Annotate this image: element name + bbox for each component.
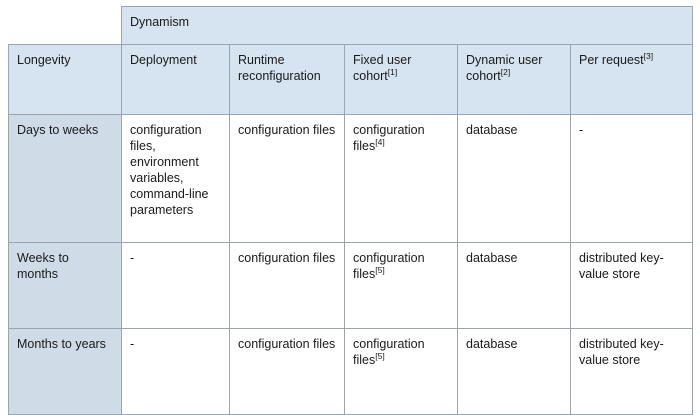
- cell-months-runtime: [230, 329, 345, 415]
- table-row-dynamism-header: [9, 7, 693, 45]
- cell-weeks-fixed-cohort-text: configuration files: [353, 251, 425, 281]
- cell-weeks-fixed-cohort: [345, 243, 458, 329]
- cell-weeks-per-request: [571, 243, 693, 329]
- table-row: [9, 243, 693, 329]
- cell-weeks-runtime: [230, 243, 345, 329]
- row-header-weeks-to-months: Weeks to months: [9, 243, 122, 329]
- column-header-runtime-reconfiguration-label: Runtime reconfiguration: [238, 53, 321, 83]
- table-row-column-headers: [9, 45, 693, 115]
- cell-months-dynamic-cohort-text: database: [466, 337, 518, 351]
- cell-weeks-deployment-text: -: [130, 251, 135, 265]
- column-header-deployment-label: Deployment: [130, 53, 197, 67]
- column-header-per-request-note: [3]: [643, 50, 654, 61]
- cell-days-runtime: [230, 115, 345, 243]
- cell-weeks-dynamic-cohort-text: database: [466, 251, 518, 265]
- cell-months-fixed-cohort: [345, 329, 458, 415]
- column-header-fixed-user-cohort-note: [1]: [387, 66, 398, 77]
- column-header-runtime-reconfiguration: [230, 45, 345, 115]
- cell-days-per-request-text: -: [579, 123, 584, 137]
- cell-weeks-deployment: [122, 243, 230, 329]
- dynamism-longevity-table: [8, 6, 693, 415]
- cell-days-deployment-text: configuration files, environment variables, command-line parameters: [130, 123, 209, 217]
- cell-months-per-request-text: distributed key-value store: [579, 337, 664, 367]
- cell-weeks-fixed-cohort-note: [5]: [375, 264, 385, 275]
- cell-months-dynamic-cohort: [458, 329, 571, 415]
- cell-days-fixed-cohort: [345, 115, 458, 243]
- cell-days-dynamic-cohort: [458, 115, 571, 243]
- column-header-per-request: [571, 45, 693, 115]
- cell-days-fixed-cohort-note: [4]: [375, 136, 385, 147]
- row-header-months-to-years: Months to years: [9, 329, 122, 415]
- cell-months-per-request: [571, 329, 693, 415]
- column-header-deployment: [122, 45, 230, 115]
- table-row: [9, 115, 693, 243]
- row-header-days-to-weeks: Days to weeks: [9, 115, 122, 243]
- cell-weeks-dynamic-cohort: [458, 243, 571, 329]
- column-header-fixed-user-cohort-label: Fixed user cohort: [353, 53, 412, 83]
- cell-days-fixed-cohort-text: configuration files: [353, 123, 425, 153]
- cell-weeks-runtime-text: configuration files: [238, 251, 336, 265]
- column-header-dynamic-user-cohort: [458, 45, 571, 115]
- dynamism-axis-label: Dynamism: [122, 7, 693, 45]
- cell-months-deployment-text: -: [130, 337, 135, 351]
- column-header-fixed-user-cohort: [345, 45, 458, 115]
- cell-days-dynamic-cohort-text: database: [466, 123, 518, 137]
- cell-days-deployment: [122, 115, 230, 243]
- table-row: [9, 329, 693, 415]
- corner-blank-cell: [9, 7, 122, 45]
- cell-months-fixed-cohort-text: configuration files: [353, 337, 425, 367]
- column-header-dynamic-user-cohort-label: Dynamic user cohort: [466, 53, 543, 83]
- cell-months-runtime-text: configuration files: [238, 337, 336, 351]
- cell-days-per-request: [571, 115, 693, 243]
- column-header-dynamic-user-cohort-note: [2]: [500, 66, 511, 77]
- cell-days-runtime-text: configuration files: [238, 123, 336, 137]
- longevity-axis-label: Longevity: [9, 45, 122, 115]
- cell-weeks-per-request-text: distributed key-value store: [579, 251, 664, 281]
- cell-months-fixed-cohort-note: [5]: [375, 350, 385, 361]
- column-header-per-request-label: Per request: [579, 53, 644, 67]
- cell-months-deployment: [122, 329, 230, 415]
